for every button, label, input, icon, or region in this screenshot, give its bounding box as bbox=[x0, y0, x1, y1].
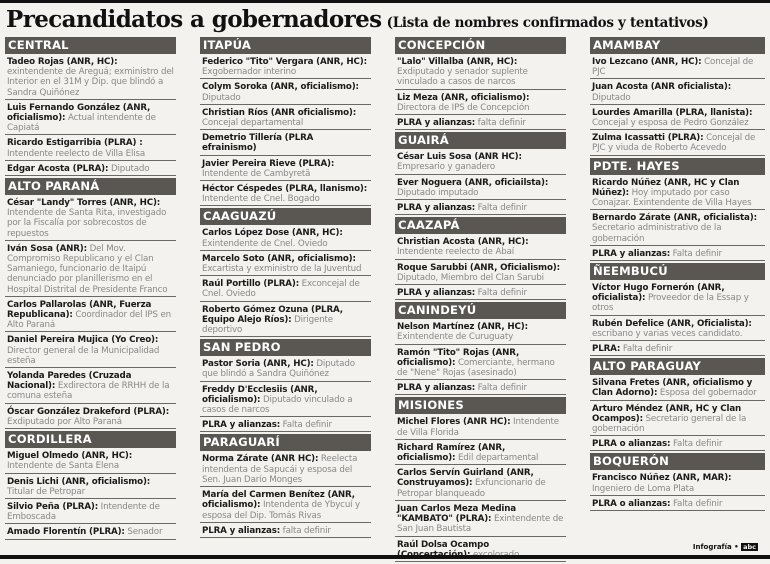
department-section bbox=[200, 339, 371, 432]
department-header: CORDILLERA bbox=[5, 431, 176, 448]
bottom-border bbox=[0, 555, 770, 559]
candidate-name: Ricardo Estigarribia (PLRA) : bbox=[7, 138, 143, 149]
department-header: MISIONES bbox=[395, 397, 566, 414]
candidate-description: Falta definir bbox=[620, 344, 673, 355]
candidate-name: Javier Pereira Rieve (PLRA): bbox=[202, 158, 335, 169]
candidate-entry bbox=[395, 236, 566, 259]
candidate-entry bbox=[590, 498, 765, 511]
candidate-name: PLRA o alianzas: bbox=[592, 439, 671, 450]
title-subtitle: (Lista de nombres confirmados y tentativos) bbox=[386, 15, 709, 31]
department-header: CONCEPCIÓN bbox=[395, 37, 566, 54]
candidate-name: Edgar Acosta (PLRA): bbox=[7, 163, 109, 174]
candidate-description: Esposa del gobernador bbox=[657, 388, 757, 399]
candidate-entry bbox=[200, 453, 371, 487]
candidate-description: Empresario y ganadero bbox=[397, 162, 496, 173]
candidate-description: Diputado imputado bbox=[397, 187, 479, 198]
candidate-description: Intendenta de Ybycuí y esposa del Dip. Tomás Rivas bbox=[202, 500, 361, 521]
candidate-description: Exdirectora de RRHH de la comuna esteña bbox=[7, 381, 170, 402]
candidate-name: Colym Soroka (ANR, oficialismo): bbox=[202, 82, 359, 93]
candidate-description: Edil departamental bbox=[455, 453, 539, 464]
candidate-description: Secretario general de la gobernación bbox=[592, 413, 747, 435]
candidate-name: PLRA y alianzas: bbox=[397, 288, 476, 299]
department-section bbox=[200, 434, 371, 537]
department-header: PDTE. HAYES bbox=[590, 158, 765, 175]
candidate-entry bbox=[395, 287, 566, 300]
candidate-entry bbox=[395, 347, 566, 381]
candidate-name: César "Landy" Torres (ANR, HC): bbox=[7, 198, 161, 209]
department-header: ALTO PARANÁ bbox=[5, 178, 176, 195]
candidate-entry bbox=[395, 117, 566, 130]
candidate-name: "Lalo" Villalba (ANR, HC): bbox=[397, 57, 518, 67]
department-section bbox=[395, 397, 566, 561]
candidate-description: Falta definir bbox=[475, 203, 527, 214]
candidate-name: Roque Sarubbi (ANR, Oficialismo): bbox=[397, 262, 560, 273]
candidate-entry bbox=[5, 370, 176, 404]
candidate-description: Diputado vinculado a casos de narcos bbox=[202, 394, 353, 416]
candidate-description: falta definir bbox=[475, 118, 526, 129]
top-border bbox=[0, 0, 770, 3]
candidate-entry bbox=[200, 278, 371, 301]
candidate-description: Concejal departamental bbox=[202, 118, 304, 129]
column-1 bbox=[5, 37, 176, 542]
candidate-name: Juan Carlos Meza Medina "KAMBATO" (PLRA): bbox=[397, 503, 516, 525]
candidate-name: Richard Ramírez (ANR, oficialismo): bbox=[397, 442, 506, 464]
candidate-description: Diputado bbox=[108, 163, 150, 174]
department-section bbox=[5, 37, 176, 176]
candidate-entry bbox=[200, 525, 371, 538]
candidate-description: escribano y varias veces candidato. bbox=[592, 328, 743, 339]
candidate-description: Titular de Petropar bbox=[7, 486, 85, 497]
department-section bbox=[5, 431, 176, 539]
candidate-description: Exintendente de Curuguaty bbox=[397, 332, 514, 343]
candidate-name: Carlos Servín Guirland (ANR, Construyamos): bbox=[397, 468, 534, 489]
candidate-entry bbox=[200, 358, 371, 381]
candidate-entry bbox=[590, 403, 765, 437]
candidate-description: Dirigente deportivo bbox=[202, 314, 333, 336]
candidate-entry bbox=[5, 102, 176, 136]
candidate-name: Ramón "Tito" Rojas (ANR, oficialismo): bbox=[397, 347, 520, 368]
candidate-name: Iván Sosa (ANR): bbox=[7, 243, 87, 254]
candidate-description: Intendente de Santa Elena bbox=[7, 461, 119, 472]
candidate-name: Francisco Núñez (ANR, MAR): bbox=[592, 473, 732, 484]
candidate-description: Comerciante, hermano de "Nene" Rojas (asesinado) bbox=[397, 357, 555, 379]
candidate-name: PLRA o alianzas: bbox=[592, 498, 671, 509]
candidate-name: Luis Fernando González (ANR, oficialismo): bbox=[7, 102, 151, 124]
department-section bbox=[590, 453, 765, 511]
candidate-entry bbox=[200, 227, 371, 250]
department-section bbox=[395, 302, 566, 395]
candidate-description: Falta definir bbox=[280, 420, 332, 431]
candidate-entry bbox=[395, 442, 566, 465]
candidate-name: Federico "Tito" Vergara (ANR, HC): bbox=[202, 57, 367, 67]
candidate-name: Lourdes Amarilla (PLRA, llanista): bbox=[592, 107, 753, 118]
candidate-description: Exintendente de San Juan Bautista bbox=[397, 514, 564, 535]
candidate-description: Concejal de PJC y viuda de Roberto Acevedo bbox=[592, 133, 756, 154]
candidate-description: Intendente de Santa Rita, investigado por la Fiscalía por sobrecostos de repuestos bbox=[7, 208, 167, 239]
candidate-name: Marcelo Soto (ANR, oficialismo): bbox=[202, 253, 356, 264]
candidate-description: Del Mov. Compromiso Republicano y el Clan Samaniego, funcionario de Itaipú denunciado por planillerismo en el Hospital Distrital de Presidente Franco bbox=[7, 243, 168, 295]
candidate-name: María del Carmen Benítez (ANR, oficialismo): bbox=[202, 490, 355, 511]
candidate-entry bbox=[590, 377, 765, 400]
department-header: AMAMBAY bbox=[590, 37, 765, 54]
candidate-entry bbox=[590, 318, 765, 341]
candidate-description: Intendente de Emboscada bbox=[7, 501, 160, 523]
candidate-name: Rubén Defelice (ANR, Oficialista): bbox=[592, 318, 752, 329]
candidate-name: Norma Zárate (ANR HC): bbox=[202, 454, 319, 465]
candidate-name: Pastor Soria (ANR, HC): bbox=[202, 359, 314, 370]
candidate-description: Director general de la Municipalidad esteña bbox=[7, 345, 160, 366]
candidate-name: Óscar González Drakeford (PLRA): bbox=[7, 406, 170, 417]
candidate-description: Exgobernador interino bbox=[202, 67, 297, 78]
candidate-entry bbox=[590, 132, 765, 155]
candidate-entry bbox=[5, 501, 176, 524]
candidate-entry bbox=[200, 253, 371, 276]
candidate-name: Freddy D'Ecclesiis (ANR, oficialismo): bbox=[202, 384, 318, 405]
department-header: SAN PEDRO bbox=[200, 339, 371, 356]
candidate-name: Zulma Icassatti (PLRA): bbox=[592, 133, 704, 144]
department-section bbox=[395, 37, 566, 130]
candidate-name: PLRA y alianzas: bbox=[397, 383, 476, 394]
page-title bbox=[6, 6, 709, 33]
candidate-name: Silvio Peña (PLRA): bbox=[7, 501, 99, 512]
department-header: CAAZAPÁ bbox=[395, 217, 566, 234]
candidate-description: Falta definir bbox=[670, 498, 723, 509]
department-header: ITAPÚA bbox=[200, 37, 371, 54]
credit-label: Infografía bbox=[692, 543, 732, 551]
candidate-entry bbox=[395, 467, 566, 501]
candidate-name: Arturo Méndez (ANR, HC y Clan Ocampos): bbox=[592, 403, 742, 424]
candidate-entry bbox=[395, 262, 566, 285]
department-section bbox=[395, 132, 566, 215]
candidate-entry bbox=[5, 137, 176, 160]
candidate-entry bbox=[200, 384, 371, 418]
candidate-description: Intendente de Cambyretã bbox=[202, 168, 311, 179]
candidate-entry bbox=[590, 177, 765, 211]
candidate-description: Falta definir bbox=[475, 288, 527, 299]
column-3 bbox=[395, 37, 566, 564]
candidate-name: Demetrio Tillería (PLRA efrainismo) bbox=[202, 133, 314, 154]
candidate-entry bbox=[5, 476, 176, 499]
abc-logo: abc bbox=[743, 543, 756, 551]
candidate-name: Silvana Fretes (ANR, oficialismo y Clan Adorno): bbox=[592, 378, 753, 399]
candidate-name: Raúl Dolsa Ocampo bbox=[397, 539, 490, 550]
candidate-name: Bernardo Zárate (ANR, oficialista): bbox=[592, 213, 757, 224]
candidate-entry bbox=[590, 212, 765, 246]
candidate-entry bbox=[200, 107, 371, 130]
candidate-description: Falta definir bbox=[475, 383, 527, 394]
candidate-entry bbox=[200, 81, 371, 104]
candidate-description: Diputado, Miembro del Clan Sarubi bbox=[397, 272, 544, 283]
candidate-entry bbox=[395, 56, 566, 90]
title-main: Precandidatos a gobernadores bbox=[6, 6, 382, 33]
candidate-description: Coordinador del IPS en Alto Paraná bbox=[7, 310, 172, 331]
candidate-name: Carlos López Dose (ANR, HC): bbox=[202, 228, 343, 239]
candidate-entry bbox=[5, 56, 176, 100]
candidate-description: Actual intendente de Capiatá bbox=[7, 113, 156, 134]
candidate-entry bbox=[200, 419, 371, 432]
candidate-name: PLRA y alianzas: bbox=[397, 203, 476, 214]
candidate-entry bbox=[200, 489, 371, 523]
candidate-description: Concejal y esposa de Pedro González bbox=[592, 118, 749, 129]
candidate-description: falta definir bbox=[280, 525, 331, 536]
candidate-entry bbox=[5, 197, 176, 241]
candidate-name: Christian Ríos (ANR oficialismo): bbox=[202, 107, 357, 118]
candidate-entry bbox=[590, 438, 765, 451]
candidate-name: PLRA y alianzas: bbox=[202, 525, 281, 536]
candidate-description: Proveedor de la Essap y otros bbox=[592, 293, 749, 314]
candidate-entry bbox=[590, 107, 765, 130]
candidate-name: PLRA y alianzas: bbox=[592, 248, 671, 259]
candidate-name: Carlos Pallarolas (ANR, Fuerza Republicana): bbox=[7, 299, 152, 321]
candidate-entry bbox=[5, 526, 176, 539]
candidate-description: Falta definir bbox=[670, 439, 723, 450]
department-section bbox=[5, 178, 176, 429]
candidate-entry bbox=[590, 282, 765, 316]
candidate-name: Héctor Céspedes (PLRA, llanismo): bbox=[202, 184, 368, 195]
candidate-description: Exdiputado por Alto Paraná bbox=[7, 416, 122, 427]
candidate-description: Directora de IPS de Concepción bbox=[397, 102, 530, 113]
department-section bbox=[590, 158, 765, 261]
credit-separator: • bbox=[734, 543, 739, 551]
candidate-name: Daniel Pereira Mujica (Yo Creo): bbox=[7, 335, 159, 346]
candidate-entry bbox=[5, 163, 176, 176]
candidate-entry bbox=[395, 202, 566, 215]
department-section bbox=[590, 358, 765, 451]
candidate-description: Exfuncionario de Petropar blanqueado bbox=[397, 478, 546, 499]
candidate-description: Senador bbox=[124, 527, 163, 538]
department-header: BOQUERÓN bbox=[590, 453, 765, 470]
candidate-name: Víctor Hugo Fornerón (ANR, oficialista): bbox=[592, 283, 725, 304]
candidate-description: Falta definir bbox=[670, 248, 722, 259]
candidate-description: Intendente reelecto de Abaí bbox=[397, 247, 515, 258]
candidate-name: PLRA y alianzas: bbox=[202, 420, 281, 431]
department-header: CANINDEYÚ bbox=[395, 302, 566, 319]
candidate-entry bbox=[200, 132, 371, 155]
candidate-description: Intendente de Villa Florida bbox=[397, 417, 559, 438]
candidate-entry bbox=[395, 416, 566, 439]
department-section bbox=[200, 37, 371, 206]
candidate-entry bbox=[5, 406, 176, 429]
candidate-entry bbox=[200, 158, 371, 181]
candidate-description: Hoy imputado por caso Conajzar. Exintendente de Villa Hayes bbox=[592, 187, 752, 209]
candidate-entry bbox=[590, 248, 765, 261]
candidate-description: Diputado bbox=[592, 92, 631, 103]
department-section bbox=[590, 263, 765, 356]
candidate-description: Exdiputado y senador suplente vinculado a casos de narcos bbox=[397, 67, 528, 88]
candidate-description: Reelecta intendenta de Sapucái y esposa del Sen. Juan Darío Monges bbox=[202, 454, 358, 485]
candidate-entry bbox=[395, 177, 566, 200]
candidate-name: Ricardo Núñez (ANR, HC y Clan Núñez): bbox=[592, 177, 740, 198]
candidate-entry bbox=[590, 472, 765, 495]
department-header: CAAGUAZÚ bbox=[200, 208, 371, 225]
candidate-name: César Luis Sosa (ANR HC): bbox=[397, 152, 522, 163]
department-header: ALTO PARAGUAY bbox=[590, 358, 765, 375]
department-section bbox=[395, 217, 566, 300]
candidate-name: Nelson Martínez (ANR, HC): bbox=[397, 322, 528, 333]
department-section bbox=[200, 208, 371, 337]
candidate-name: Miguel Olmedo (ANR, HC): bbox=[7, 451, 133, 462]
candidate-description: Excartista y exministro de la Juventud bbox=[202, 264, 362, 275]
candidate-description: Exintendente de Cnel. Oviedo bbox=[202, 238, 328, 249]
department-header: PARAGUARÍ bbox=[200, 434, 371, 451]
candidate-entry bbox=[395, 503, 566, 537]
candidate-name: PLRA: bbox=[592, 344, 621, 355]
candidate-entry bbox=[395, 92, 566, 115]
candidate-description: Secretario administrativo de la gobernación bbox=[592, 223, 722, 244]
candidate-entry bbox=[395, 151, 566, 174]
candidate-entry bbox=[5, 450, 176, 473]
candidate-name: Raúl Portillo (PLRA): bbox=[202, 279, 300, 290]
department-header: CENTRAL bbox=[5, 37, 176, 54]
candidate-entry bbox=[5, 299, 176, 333]
column-4 bbox=[590, 37, 765, 513]
department-section bbox=[590, 37, 765, 156]
candidate-entry bbox=[590, 343, 765, 356]
candidate-entry bbox=[5, 334, 176, 368]
candidate-name: Liz Meza (ANR, oficialismo): bbox=[397, 92, 530, 103]
candidate-description: Intendente reelecto de Villa Elisa bbox=[7, 148, 146, 159]
candidate-description: Intendente de Cnel. Bogado bbox=[202, 194, 320, 205]
candidate-entry bbox=[200, 304, 371, 338]
candidate-description: Diputado que blindó a Sandra Quiñónez bbox=[202, 359, 355, 380]
candidate-name: Ivo Lezcano (ANR, HC): bbox=[592, 57, 702, 67]
candidate-name: Juan Acosta (ANR oficialista): bbox=[592, 82, 732, 93]
candidate-entry bbox=[590, 81, 765, 104]
candidate-name: Yolanda Paredes (Cruzada Nacional): bbox=[7, 371, 132, 392]
candidate-name: Michel Flores (ANR HC): bbox=[397, 417, 511, 428]
candidate-name: Roberto Gómez Ozuna (PLRA, Equipo Alejo Ríos): bbox=[202, 304, 343, 325]
candidate-entry bbox=[395, 382, 566, 395]
candidate-description: Ingeniero de Loma Plata bbox=[592, 483, 695, 494]
candidate-entry bbox=[590, 56, 765, 79]
candidate-description: Exconcejal de Cnel. Oviedo bbox=[202, 279, 360, 300]
candidate-description: Diputado bbox=[202, 92, 241, 103]
candidate-description: Concejal de PJC bbox=[592, 57, 754, 78]
candidate-name: Denis Lichi (ANR, oficialismo): bbox=[7, 476, 151, 487]
department-header: GUAIRÁ bbox=[395, 132, 566, 149]
candidate-description: exintendente de Areguá; exministro del Interior en el 31M y Dip. que blindó a Sandra Quiñónez bbox=[7, 67, 174, 98]
candidate-entry bbox=[200, 56, 371, 79]
candidate-name: Ever Noguera (ANR, oficiailsta): bbox=[397, 177, 549, 188]
candidate-name: Amado Florentín (PLRA): bbox=[7, 527, 125, 538]
credit-footer bbox=[693, 543, 758, 551]
department-header: ÑEEMBUCÚ bbox=[590, 263, 765, 280]
candidate-name: Christian Acosta (ANR, HC): bbox=[397, 237, 529, 248]
candidate-entry bbox=[395, 321, 566, 344]
candidate-name: Tadeo Rojas (ANR, HC): bbox=[7, 57, 118, 67]
candidate-name: PLRA y alianzas: bbox=[397, 118, 476, 129]
candidate-entry bbox=[5, 243, 176, 297]
candidate-entry bbox=[200, 183, 371, 206]
column-2 bbox=[200, 37, 371, 540]
